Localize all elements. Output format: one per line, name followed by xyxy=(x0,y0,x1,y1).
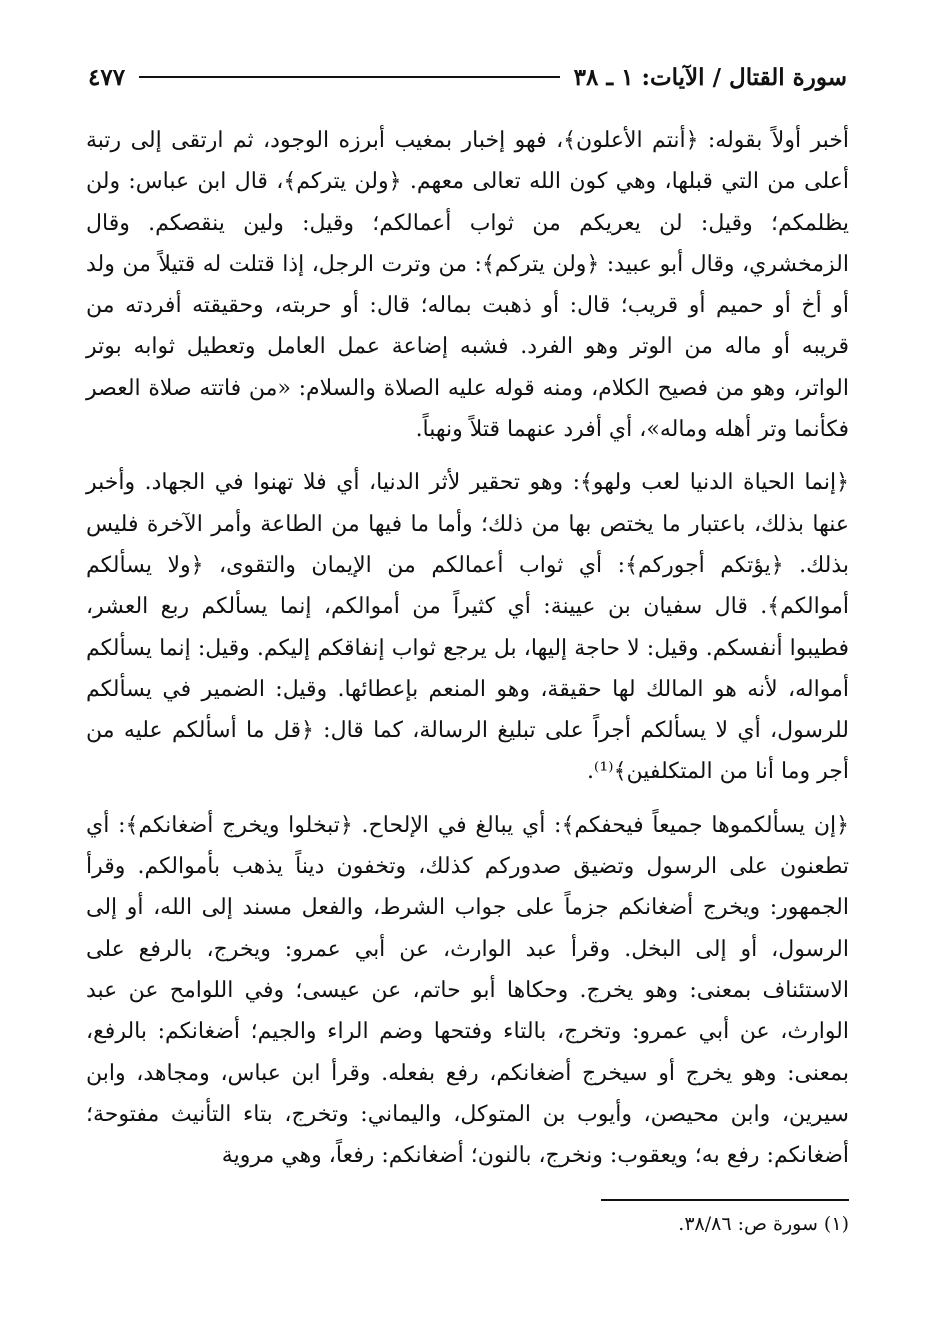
main-text xyxy=(86,120,849,1176)
paragraph-3: ﴿إن يسألكموها جميعاً فيحفكم﴾: أي يبالغ في الإلحاح. ﴿تبخلوا ويخرج أضغانكم﴾: أي تطعنون على الرسول وتضيق صدوركم كذلك، وتخفون ديناً يذهب بأموالكم. وقرأ الجمهور: ويخرج أضغانكم جزماً على جواب الشرط، والفعل مسند إلى الله، أو إلى الرسول، أو إلى البخل. وقرأ عبد الوارث، عن أبي عمرو: ويخرج، بالرفع على الاستئناف بمعنى: وهو يخرج. وحكاها أبو حاتم، عن عيسى؛ وفي اللوامح عن عبد الوارث، عن أبي عمرو: وتخرج، بالتاء وفتحها وضم الراء والجيم؛ أضغانكم: بالرفع، بمعنى: وهو يخرج أو سيخرج أضغانكم، رفع بفعله. وقرأ ابن عباس، ومجاهد، وابن سيرين، وابن محيصن، وأيوب بن المتوكل، واليماني: وتخرج، بتاء التأنيث مفتوحة؛ أضغانكم: رفع به؛ ويعقوب: ونخرج، بالنون؛ أضغانكم: رفعاً، وهي مروية xyxy=(86,812,850,1169)
footnote-separator xyxy=(601,1199,849,1201)
paragraph-1: أخبر أولاً بقوله: ﴿أنتم الأعلون﴾، فهو إخبار بمغيب أبرزه الوجود، ثم ارتقى إلى رتبة أعلى من التي قبلها، وهي كون الله تعالى معهم. ﴿ولن يتركم﴾، قال ابن عباس: ولن يظلمكم؛ وقيل: لن يعريكم من ثواب أعمالكم؛ وقيل: ولين ينقصكم. وقال الزمخشري، وقال أبو عبيد: ﴿ولن يتركم﴾: من وترت الرجل، إذا قتلت له قتيلاً من ولد أو أخ أو حميم أو قريب؛ قال: أو ذهبت بماله؛ قال: أو حربته، وحقيقته أفردته من قريبه أو ماله من الوتر وهو الفرد. فشبه إضاعة عمل العامل وتعطيل ثوابه بوتر الواتر، وهو من فصيح الكلام، ومنه قوله عليه الصلاة والسلام: «من فاتته صلاة العصر فكأنما وتر أهله وماله»، أي أفرد عنهما قتلاً ونهباً. xyxy=(86,128,849,443)
running-header xyxy=(88,60,847,94)
header-rule xyxy=(139,76,560,78)
chapter-title: سورة القتال / الآيات: ١ ـ ٣٨ xyxy=(573,63,847,91)
paragraph-2: ﴿إنما الحياة الدنيا لعب ولهو﴾: وهو تحقير لأثر الدنيا، أي فلا تهنوا في الجهاد. وأخبر عنها بذلك، باعتبار ما يختص بها من ذلك؛ وأما ما فيها من الطاعة وأمر الآخرة فليس بذلك. ﴿يؤتكم أجوركم﴾: أي ثواب أعمالكم من الإيمان والتقوى، ﴿ولا يسألكم أموالكم﴾. قال سفيان بن عيينة: أي كثيراً من أموالكم، إنما يسألكم ربع العشر، فطيبوا أنفسكم. وقيل: لا حاجة إليها، بل يرجع ثواب إنفاقكم إليكم. وقيل: إنما يسألكم أمواله، لأنه هو المالك لها حقيقة، وهو المنعم بإعطائها. وقيل: الضمير في يسألكم للرسول، أي لا يسألكم أجراً على تبليغ الرسالة، كما قال: ﴿قل ما أسألكم عليه من أجر وما أنا من المتكلفين﴾⁽¹⁾. xyxy=(86,470,849,785)
footnote: (١) سورة ص: ٣٨/٨٦. xyxy=(678,1213,849,1235)
page-number: ٤٧٧ xyxy=(88,63,126,91)
